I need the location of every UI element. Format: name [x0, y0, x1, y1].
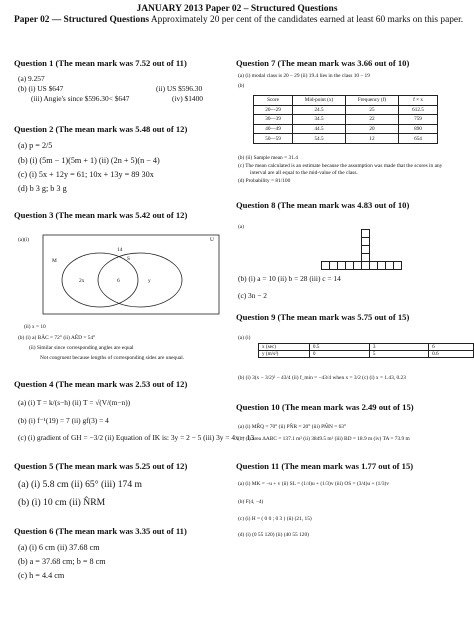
q4-c: (c) (i) gradient of GH = −3/2 (ii) Equation of IK is: 3y = 2 − 5 (iii) 3y = 4x − 13 [18, 433, 255, 442]
table-cell: 890 [399, 124, 438, 134]
subtitle-rest: Approximately 20 per cent of the candidates earned at least 60 marks on this paper. [149, 15, 464, 25]
table-cell: 612.5 [399, 105, 438, 115]
q9-b: (b) (i) 3(x − 3/2)² − 43/4 (ii) f_min = −43/4 when x = 3/2 (c) (i) x = 1.43, 0.23 [238, 375, 406, 381]
q5-a: (a) (i) 5.8 cm (ii) 65° (iii) 174 m [18, 479, 142, 490]
table-cell: 54.5 [293, 134, 346, 144]
q7-c-line2: interval are all equal to the mid-value of the class. [250, 170, 358, 176]
question-9-heading: Question 9 (The mean mark was 5.75 out of 15) [236, 312, 410, 322]
table-cell: 20—29 [254, 105, 293, 115]
page-title: JANUARY 2013 Paper 02 – Structured Questions [136, 4, 338, 14]
q10-a: (a) (i) MR̂Q = 70° (ii) PN̂R = 20° (iii) PM̂N = 63° [238, 424, 347, 430]
q8-a: (a) [238, 224, 244, 230]
q4-b: (b) (i) f⁻¹(19) = 7 (ii) gf(3) = 4 [18, 416, 109, 425]
q2-d: (d) b 3 g; b 3 g [18, 184, 67, 193]
q8-b: (b) (i) a = 10 (ii) b = 28 (iii) c = 14 [238, 274, 341, 283]
q11-d: (d) (i) (0 55 120) (ii) (40 55 120) [238, 532, 309, 538]
table-cell: 20 [346, 124, 399, 134]
table-cell: 0.5 [309, 344, 369, 351]
cube-square [393, 261, 402, 270]
table-row [254, 105, 438, 115]
q11-b: (b) F(4, −4) [238, 499, 264, 505]
page-subtitle [14, 15, 464, 25]
q9-a: (a) (i) [238, 335, 251, 341]
venn-set-m: M [52, 258, 57, 264]
q3-ii: (ii) x = 10 [24, 324, 46, 330]
q6-c: (c) h = 4.4 cm [18, 571, 65, 580]
table-cell: 30—39 [254, 115, 293, 125]
question-7-heading: Question 7 (The mean mark was 3.66 out of 10) [236, 58, 410, 68]
q4-a: (a) (i) T = k/(s−h) (ii) T = √(V/(m−n)) [18, 398, 131, 407]
q6-a: (a) (i) 6 cm (ii) 37.68 cm [18, 543, 100, 552]
table-cell: 6 [429, 344, 474, 351]
table-cell: 5 [369, 351, 428, 358]
venn-label-ai: (a)(i) [18, 237, 30, 243]
venn-diagram [42, 234, 222, 316]
table-cell: 759 [399, 115, 438, 125]
table-cell: 0.6 [429, 351, 474, 358]
table-cell: 3 [369, 344, 428, 351]
venn-count: 14 [117, 247, 123, 253]
table-cell: 40—49 [254, 124, 293, 134]
venn-middle-region: 6 [117, 278, 120, 284]
table-cell: x (sec) [259, 344, 310, 351]
table-cell: 34.5 [293, 115, 346, 125]
value-table [258, 343, 474, 358]
question-1-heading: Question 1 (The mean mark was 7.52 out of 11) [14, 58, 187, 68]
table-row [254, 115, 438, 125]
table-cell: 50—59 [254, 134, 293, 144]
q6-b: (b) a = 37.68 cm; b = 8 cm [18, 557, 106, 566]
question-4-heading: Question 4 (The mean mark was 2.53 out of 12) [14, 379, 188, 389]
frequency-table [253, 95, 438, 144]
table-row [254, 124, 438, 134]
q5-b: (b) (i) 10 cm (ii) N̂RM [18, 497, 106, 508]
q10-b: (b) (i) area ΔABC = 137.1 m² (ii) 3849.5 m² (iii) BD = 18.9 m (iv) TA = 73.9 m [238, 436, 410, 442]
q11-c: (c) (i) H = ( 0 0 ; 0 3 ) (ii) (21, 15) [238, 516, 312, 522]
subtitle-bold: Paper 02 — Structured Questions [14, 15, 150, 25]
q1-b-ii: (ii) US $596.30 [156, 84, 203, 93]
q7-b-ii: (b) (ii) Sample mean = 31.4 [238, 155, 298, 161]
table-row [259, 344, 474, 351]
table-header-row [254, 96, 438, 106]
q7-d: (d) Probability = 81/100 [238, 178, 291, 184]
q3-b-ii: (ii) Similar since corresponding angles are equal [29, 345, 134, 351]
question-10-heading: Question 10 (The mean mark was 2.49 out of 15) [236, 402, 414, 412]
q1-a: (a) 9.257 [18, 74, 45, 83]
table-cell: 654 [399, 134, 438, 144]
table-cell: 12 [346, 134, 399, 144]
venn-left-region: 2x [79, 278, 85, 284]
q2-a: (a) p = 2/5 [18, 141, 53, 150]
table-cell: 0 [309, 351, 369, 358]
table-cell: 24.5 [293, 105, 346, 115]
question-3-heading: Question 3 (The mean mark was 5.42 out of 12) [14, 210, 188, 220]
table-cell: y (m/s²) [259, 351, 310, 358]
q3-b-iii: Not congruent because lengths of corresponding sides are unequal. [40, 355, 185, 361]
table-cell: 22 [346, 115, 399, 125]
q8-c: (c) 3n − 2 [238, 291, 267, 300]
q7-a: (a) (i) modal class is 20 – 29 (ii) 19.4 lies in the class 10 – 19 [238, 73, 370, 79]
question-8-heading: Question 8 (The mean mark was 4.83 out of 10) [236, 200, 410, 210]
q3-b-i: (b) (i) a) BÂC = 72° (ii) AÊD = 54° [18, 335, 96, 341]
table-cell: 25 [346, 105, 399, 115]
table-row [259, 351, 474, 358]
q7-c-line1: (c) The mean calculated is an estimate because the assumption was made that the scores in any [238, 163, 443, 169]
q1-b-i: (b) (i) US $647 [18, 84, 64, 93]
q7-b: (b) [238, 83, 245, 89]
q11-a: (a) (i) MK = −u + v (ii) SL = (1/4)u + (1/3)v (iii) OS = (3/4)u + (1/3)v [238, 481, 390, 487]
q2-c: (c) (i) 5x + 12y = 61; 10x + 13y = 89 30x [18, 170, 154, 179]
venn-set-s: S [127, 256, 130, 262]
question-11-heading: Question 11 (The mean mark was 1.77 out of 15) [236, 461, 414, 471]
q1-b-iv: (iv) $1400 [172, 94, 203, 103]
q1-b-iii: (iii) Angie's since $596.30< $647 [31, 94, 130, 103]
table-row [254, 134, 438, 144]
question-2-heading: Question 2 (The mean mark was 5.48 out of 12) [14, 124, 188, 134]
venn-universal: U [210, 237, 214, 243]
venn-right-region: y [148, 278, 151, 284]
table-header: Frequency (f) [346, 96, 399, 106]
table-header: Mid-point (x) [293, 96, 346, 106]
table-cell: 44.5 [293, 124, 346, 134]
q2-b: (b) (i) (5m − 1)(5m + 1) (ii) (2n + 5)(n − 4) [18, 156, 160, 165]
table-header: Score [254, 96, 293, 106]
table-header: f × x [399, 96, 438, 106]
question-6-heading: Question 6 (The mean mark was 3.35 out of 11) [14, 526, 187, 536]
question-5-heading: Question 5 (The mean mark was 5.25 out of 12) [14, 461, 188, 471]
